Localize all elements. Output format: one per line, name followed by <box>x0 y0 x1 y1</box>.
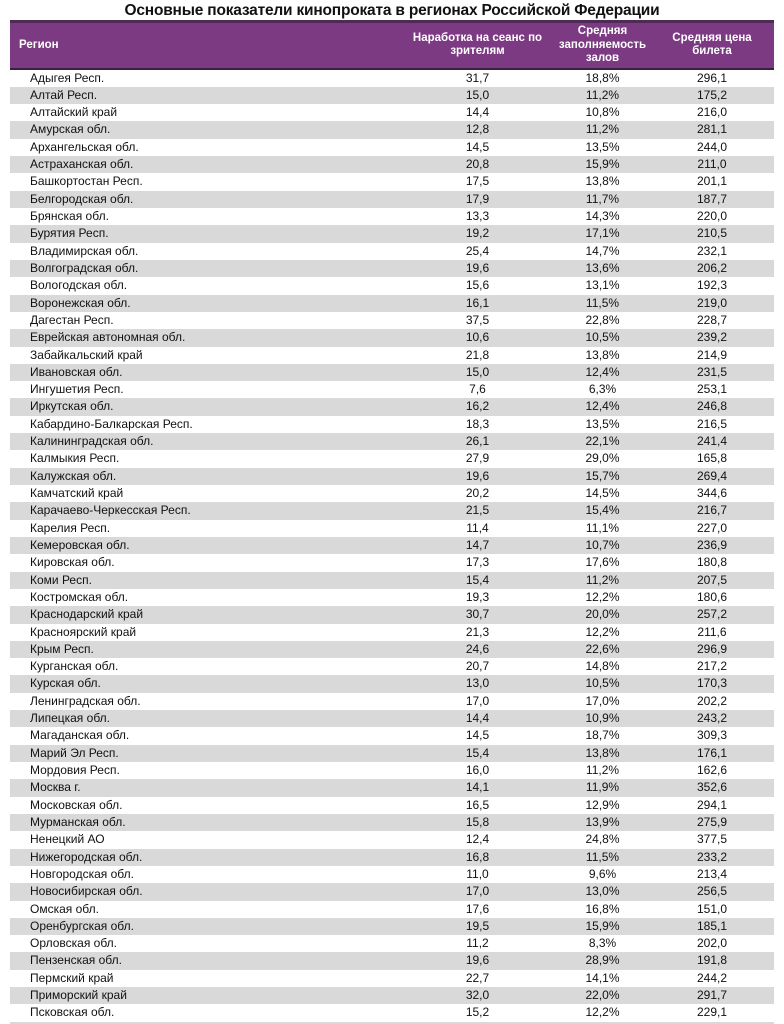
region-cell: Иркутская обл. <box>30 399 114 414</box>
ticket-price-cell: 206,2 <box>696 260 728 275</box>
ticket-price-cell: 232,1 <box>696 243 728 258</box>
ticket-price-cell: 207,5 <box>696 572 728 587</box>
table-row <box>10 866 774 883</box>
table-row <box>10 918 774 935</box>
ticket-price-cell: 291,7 <box>696 988 728 1003</box>
table-row <box>10 693 774 710</box>
table-row <box>10 485 774 502</box>
occupancy-cell: 18,8% <box>585 70 620 85</box>
table-row <box>10 831 774 848</box>
region-cell: Калининградская обл. <box>30 434 154 449</box>
table-row <box>10 381 774 398</box>
region-cell: Нижегородская обл. <box>30 849 143 864</box>
sessions-per-viewer-cell: 15,6 <box>465 278 490 293</box>
ticket-price-cell: 269,4 <box>696 468 728 483</box>
table-row <box>10 139 774 156</box>
ticket-price-cell: 191,8 <box>696 953 728 968</box>
sessions-per-viewer-cell: 17,3 <box>465 555 490 570</box>
occupancy-cell: 28,9% <box>585 953 620 968</box>
table-row <box>10 173 774 190</box>
sessions-per-viewer-cell: 12,8 <box>465 122 490 137</box>
ticket-price-cell: 243,2 <box>696 711 728 726</box>
ticket-price-cell: 256,5 <box>696 884 728 899</box>
column-header-region: Регион <box>19 38 59 51</box>
table-row <box>10 243 774 260</box>
occupancy-cell: 10,7% <box>585 537 620 552</box>
table-row <box>10 1004 774 1021</box>
sessions-per-viewer-cell: 14,4 <box>465 105 490 120</box>
region-cell: Вологодская обл. <box>30 278 128 293</box>
table-row <box>10 312 774 329</box>
table-row <box>10 987 774 1004</box>
ticket-price-cell: 202,2 <box>696 693 728 708</box>
ticket-price-cell: 162,6 <box>696 763 728 777</box>
occupancy-cell: 29,0% <box>585 451 620 466</box>
sessions-per-viewer-cell: 32,0 <box>465 988 490 1003</box>
table-row <box>10 502 774 519</box>
table-row <box>10 520 774 537</box>
region-cell: Магаданская обл. <box>30 728 130 743</box>
region-cell: Ненецкий АО <box>30 832 105 847</box>
sessions-per-viewer-cell: 19,5 <box>465 918 490 933</box>
table-row <box>10 658 774 675</box>
table-row <box>10 364 774 381</box>
region-cell: Еврейская автономная обл. <box>30 330 186 345</box>
occupancy-cell: 13,5% <box>585 139 620 154</box>
occupancy-cell: 12,2% <box>585 624 620 639</box>
occupancy-cell: 13,5% <box>585 416 620 431</box>
region-cell: Карачаево-Черкесская Респ. <box>30 503 191 518</box>
region-cell: Камчатский край <box>30 486 124 500</box>
region-cell: Курская обл. <box>30 676 101 691</box>
sessions-per-viewer-cell: 22,7 <box>465 970 490 985</box>
sessions-per-viewer-cell: 14,4 <box>465 711 490 726</box>
occupancy-cell: 17,6% <box>585 555 620 570</box>
region-cell: Белгородская обл. <box>30 191 134 206</box>
table-row <box>10 624 774 641</box>
table-row <box>10 935 774 952</box>
table-row <box>10 191 774 208</box>
occupancy-cell: 11,2% <box>585 122 620 137</box>
occupancy-cell: 13,6% <box>585 260 620 275</box>
occupancy-cell: 13,8% <box>585 174 620 189</box>
sessions-per-viewer-cell: 20,2 <box>465 486 490 500</box>
occupancy-cell: 13,8% <box>585 347 620 362</box>
occupancy-cell: 13,0% <box>585 884 620 899</box>
table-row <box>10 537 774 554</box>
sessions-per-viewer-cell: 14,5 <box>465 139 490 154</box>
table-row <box>10 260 774 277</box>
ticket-price-cell: 214,9 <box>696 347 728 362</box>
ticket-price-cell: 217,2 <box>696 659 728 674</box>
sessions-per-viewer-cell: 25,4 <box>465 243 490 258</box>
table-row <box>10 762 774 779</box>
occupancy-cell: 11,5% <box>585 849 620 864</box>
sessions-per-viewer-cell: 16,1 <box>465 295 490 310</box>
table-row <box>10 416 774 433</box>
ticket-price-cell: 296,9 <box>696 641 728 656</box>
ticket-price-cell: 239,2 <box>696 330 728 345</box>
occupancy-cell: 15,4% <box>585 503 620 518</box>
sessions-per-viewer-cell: 10,6 <box>465 330 490 345</box>
table-row <box>10 745 774 762</box>
region-cell: Карелия Респ. <box>30 520 111 535</box>
ticket-price-cell: 201,1 <box>696 174 728 189</box>
ticket-price-cell: 216,0 <box>696 105 728 120</box>
ticket-price-cell: 309,3 <box>696 728 728 743</box>
region-cell: Алтай Респ. <box>30 87 98 102</box>
table-row <box>10 121 774 138</box>
table-row <box>10 398 774 415</box>
region-cell: Алтайский край <box>30 105 118 120</box>
table-row <box>10 347 774 364</box>
ticket-price-cell: 219,0 <box>696 295 728 310</box>
ticket-price-cell: 257,2 <box>696 607 728 622</box>
column-header-ticket-price: Средняя цена билета <box>672 31 752 58</box>
table-row <box>10 554 774 571</box>
table-row <box>10 468 774 485</box>
occupancy-cell: 11,1% <box>585 520 620 535</box>
occupancy-cell: 14,8% <box>585 659 620 674</box>
table-row <box>10 952 774 969</box>
occupancy-cell: 14,3% <box>585 209 620 223</box>
ticket-price-cell: 227,0 <box>696 520 728 535</box>
region-cell: Омская обл. <box>30 901 99 916</box>
ticket-price-cell: 294,1 <box>696 797 728 812</box>
region-cell: Пензенская обл. <box>30 953 122 968</box>
table-row <box>10 329 774 346</box>
ticket-price-cell: 228,7 <box>696 312 728 327</box>
occupancy-cell: 17,1% <box>585 226 620 241</box>
table-row <box>10 901 774 918</box>
region-cell: Краснодарский край <box>30 607 144 622</box>
table-body <box>10 69 774 1022</box>
ticket-price-cell: 296,1 <box>696 70 728 85</box>
table-row <box>10 641 774 658</box>
region-cell: Владимирская обл. <box>30 243 139 258</box>
column-header-sessions-per-viewer: Наработка на сеанс по зрителям <box>412 31 543 58</box>
header-row <box>10 22 774 69</box>
sessions-per-viewer-cell: 21,8 <box>465 347 490 362</box>
ticket-price-cell: 220,0 <box>696 209 728 223</box>
occupancy-cell: 11,2% <box>585 763 620 777</box>
region-cell: Пермский край <box>30 970 114 985</box>
occupancy-cell: 10,8% <box>585 105 620 120</box>
ticket-price-cell: 216,7 <box>696 503 728 518</box>
table-row <box>10 779 774 796</box>
ticket-price-cell: 344,6 <box>696 486 728 500</box>
table-row <box>10 433 774 450</box>
region-cell: Кемеровская обл. <box>30 537 130 552</box>
table-row <box>10 277 774 294</box>
sessions-per-viewer-cell: 24,6 <box>465 641 490 656</box>
sessions-per-viewer-cell: 15,0 <box>465 87 490 102</box>
region-cell: Мурманская обл. <box>30 814 126 829</box>
sessions-per-viewer-cell: 19,2 <box>465 226 490 241</box>
sessions-per-viewer-cell: 14,7 <box>465 537 490 552</box>
occupancy-cell: 10,9% <box>585 711 620 726</box>
ticket-price-cell: 244,2 <box>696 970 728 985</box>
occupancy-cell: 15,9% <box>585 918 620 933</box>
ticket-price-cell: 211,6 <box>697 624 727 639</box>
occupancy-cell: 22,1% <box>585 434 620 449</box>
region-cell: Воронежская обл. <box>30 295 131 310</box>
region-cell: Брянская обл. <box>30 209 109 223</box>
region-cell: Бурятия Респ. <box>30 226 109 241</box>
occupancy-cell: 10,5% <box>585 330 620 345</box>
ticket-price-cell: 192,3 <box>696 278 728 293</box>
occupancy-cell: 8,3% <box>588 936 617 951</box>
region-cell: Амурская обл. <box>30 122 111 137</box>
ticket-price-cell: 241,4 <box>696 434 728 449</box>
occupancy-cell: 15,9% <box>585 157 620 172</box>
table-row <box>10 104 774 121</box>
sessions-per-viewer-cell: 16,2 <box>465 399 490 414</box>
ticket-price-cell: 216,5 <box>696 416 728 431</box>
table-row <box>10 606 774 623</box>
occupancy-cell: 11,2% <box>585 572 620 587</box>
sessions-per-viewer-cell: 15,0 <box>465 364 490 379</box>
column-header-occupancy: Средняя заполняемость залов <box>558 25 647 64</box>
occupancy-cell: 10,5% <box>585 676 620 691</box>
sessions-per-viewer-cell: 19,6 <box>465 260 490 275</box>
table-row <box>10 797 774 814</box>
ticket-price-cell: 210,5 <box>696 226 728 241</box>
occupancy-cell: 11,2% <box>585 87 620 102</box>
region-cell: Башкортостан Респ. <box>30 174 143 189</box>
ticket-price-cell: 202,0 <box>696 936 728 951</box>
sessions-per-viewer-cell: 17,9 <box>465 191 490 206</box>
region-cell: Мордовия Респ. <box>30 763 120 777</box>
region-cell: Калужская обл. <box>30 468 117 483</box>
sessions-per-viewer-cell: 15,4 <box>465 745 490 760</box>
occupancy-cell: 16,8% <box>585 901 620 916</box>
ticket-price-cell: 213,4 <box>696 866 728 881</box>
occupancy-cell: 12,2% <box>585 589 620 604</box>
region-cell: Псковская обл. <box>30 1005 115 1020</box>
region-cell: Адыгея Респ. <box>30 70 105 85</box>
table-row <box>10 883 774 900</box>
table-row <box>10 727 774 744</box>
occupancy-cell: 15,7% <box>585 468 620 483</box>
ticket-price-cell: 352,6 <box>696 780 728 795</box>
sessions-per-viewer-cell: 37,5 <box>465 312 490 327</box>
table-row <box>10 69 774 87</box>
occupancy-cell: 11,9% <box>585 780 620 795</box>
occupancy-cell: 11,5% <box>585 295 620 310</box>
sessions-per-viewer-cell: 26,1 <box>465 434 490 449</box>
table-row <box>10 710 774 727</box>
ticket-price-cell: 165,8 <box>696 451 728 466</box>
table-row <box>10 156 774 173</box>
region-cell: Курганская обл. <box>30 659 119 674</box>
region-cell: Забайкальский край <box>30 347 143 362</box>
ticket-price-cell: 187,7 <box>696 191 728 206</box>
occupancy-cell: 22,8% <box>585 312 620 327</box>
table-row <box>10 208 774 225</box>
sessions-per-viewer-cell: 12,4 <box>465 832 490 847</box>
sessions-per-viewer-cell: 13,3 <box>465 209 490 223</box>
sessions-per-viewer-cell: 16,5 <box>465 797 490 812</box>
region-cell: Приморский край <box>30 988 127 1003</box>
ticket-price-cell: 180,8 <box>696 555 728 570</box>
sessions-per-viewer-cell: 11,2 <box>466 936 489 951</box>
occupancy-cell: 14,5% <box>585 486 620 500</box>
region-cell: Архангельская обл. <box>30 139 139 154</box>
region-cell: Московская обл. <box>30 797 123 812</box>
table-header <box>10 22 774 69</box>
occupancy-cell: 24,8% <box>585 832 620 847</box>
ticket-price-cell: 246,8 <box>696 399 728 414</box>
sessions-per-viewer-cell: 27,9 <box>465 451 490 466</box>
sessions-per-viewer-cell: 19,6 <box>465 953 490 968</box>
sessions-per-viewer-cell: 15,8 <box>465 814 490 829</box>
occupancy-cell: 12,4% <box>585 364 620 379</box>
region-cell: Волгоградская обл. <box>30 260 139 275</box>
sessions-per-viewer-cell: 15,4 <box>465 572 490 587</box>
occupancy-cell: 22,0% <box>585 988 620 1003</box>
region-cell: Красноярский край <box>30 624 137 639</box>
region-cell: Орловская обл. <box>30 936 118 951</box>
region-cell: Ивановская обл. <box>30 364 123 379</box>
ticket-price-cell: 275,9 <box>696 814 728 829</box>
sessions-per-viewer-cell: 31,7 <box>465 70 490 85</box>
occupancy-cell: 11,7% <box>585 191 620 206</box>
occupancy-cell: 12,4% <box>585 399 620 414</box>
occupancy-cell: 13,8% <box>585 745 620 760</box>
sessions-per-viewer-cell: 20,8 <box>465 157 490 172</box>
sessions-per-viewer-cell: 17,5 <box>465 174 490 189</box>
ticket-price-cell: 180,6 <box>696 589 728 604</box>
region-cell: Марий Эл Респ. <box>30 745 119 760</box>
table-row <box>10 970 774 987</box>
ticket-price-cell: 244,0 <box>696 139 728 154</box>
occupancy-cell: 17,0% <box>585 693 620 708</box>
ticket-price-cell: 151,0 <box>696 901 728 916</box>
ticket-price-cell: 176,1 <box>696 745 728 760</box>
region-cell: Липецкая обл. <box>30 711 110 726</box>
ticket-price-cell: 170,3 <box>696 676 728 691</box>
occupancy-cell: 6,3% <box>588 382 617 397</box>
sessions-per-viewer-cell: 16,0 <box>465 763 490 777</box>
table-row <box>10 87 774 104</box>
sessions-per-viewer-cell: 15,2 <box>465 1005 490 1020</box>
occupancy-cell: 12,2% <box>585 1005 620 1020</box>
table-row <box>10 589 774 606</box>
sessions-per-viewer-cell: 17,0 <box>465 693 490 708</box>
ticket-price-cell: 281,1 <box>696 122 728 137</box>
occupancy-cell: 12,9% <box>585 797 620 812</box>
region-cell: Калмыкия Респ. <box>30 451 120 466</box>
region-cell: Дагестан Респ. <box>30 312 114 327</box>
region-cell: Крым Респ. <box>30 641 94 656</box>
sessions-per-viewer-cell: 16,8 <box>465 849 490 864</box>
region-cell: Кабардино-Балкарская Респ. <box>30 416 193 431</box>
page-title: Основные показатели кинопроката в регионах Российской Федерации <box>124 2 660 19</box>
ticket-price-cell: 211,0 <box>697 157 727 172</box>
occupancy-cell: 14,7% <box>585 243 620 258</box>
ticket-price-cell: 253,1 <box>696 382 728 397</box>
occupancy-cell: 13,9% <box>585 814 620 829</box>
sessions-per-viewer-cell: 17,0 <box>465 884 490 899</box>
sessions-per-viewer-cell: 14,5 <box>465 728 490 743</box>
region-cell: Ленинградская обл. <box>30 693 141 708</box>
region-cell: Кировская обл. <box>30 555 115 570</box>
table-row <box>10 814 774 831</box>
ticket-price-cell: 233,2 <box>696 849 728 864</box>
sessions-per-viewer-cell: 19,6 <box>465 468 490 483</box>
sessions-per-viewer-cell: 20,7 <box>465 659 490 674</box>
sessions-per-viewer-cell: 21,5 <box>465 503 490 518</box>
table-row <box>10 675 774 692</box>
occupancy-cell: 20,0% <box>585 607 620 622</box>
table-row <box>10 849 774 866</box>
region-cell: Костромская обл. <box>30 589 129 604</box>
sessions-per-viewer-cell: 7,6 <box>469 382 486 397</box>
sessions-per-viewer-cell: 21,3 <box>465 624 490 639</box>
occupancy-cell: 18,7% <box>585 728 620 743</box>
occupancy-cell: 22,6% <box>585 641 620 656</box>
regions-table <box>10 20 774 1022</box>
ticket-price-cell: 377,5 <box>696 832 728 847</box>
ticket-price-cell: 236,9 <box>696 537 728 552</box>
region-cell: Коми Респ. <box>30 572 92 587</box>
sessions-per-viewer-cell: 17,6 <box>465 901 490 916</box>
sessions-per-viewer-cell: 19,3 <box>465 589 490 604</box>
table-row <box>10 225 774 242</box>
region-cell: Новгородская обл. <box>30 866 134 881</box>
region-cell: Астраханская обл. <box>30 157 134 172</box>
occupancy-cell: 14,1% <box>585 970 620 985</box>
ticket-price-cell: 229,1 <box>696 1005 728 1020</box>
ticket-price-cell: 231,5 <box>696 364 728 379</box>
region-cell: Новосибирская обл. <box>30 884 143 899</box>
table-row <box>10 450 774 467</box>
ticket-price-cell: 185,1 <box>696 918 728 933</box>
table-row <box>10 295 774 312</box>
sessions-per-viewer-cell: 11,0 <box>466 866 489 881</box>
region-cell: Москва г. <box>30 780 81 795</box>
ticket-price-cell: 175,2 <box>696 87 728 102</box>
occupancy-cell: 9,6% <box>588 866 617 881</box>
table-row <box>10 572 774 589</box>
region-cell: Ингушетия Респ. <box>30 382 124 397</box>
occupancy-cell: 13,1% <box>585 278 620 293</box>
region-cell: Оренбургская обл. <box>30 918 134 933</box>
sessions-per-viewer-cell: 13,0 <box>465 676 490 691</box>
sessions-per-viewer-cell: 18,3 <box>465 416 490 431</box>
sessions-per-viewer-cell: 30,7 <box>465 607 490 622</box>
sessions-per-viewer-cell: 14,1 <box>465 780 490 795</box>
sessions-per-viewer-cell: 11,4 <box>466 520 489 535</box>
